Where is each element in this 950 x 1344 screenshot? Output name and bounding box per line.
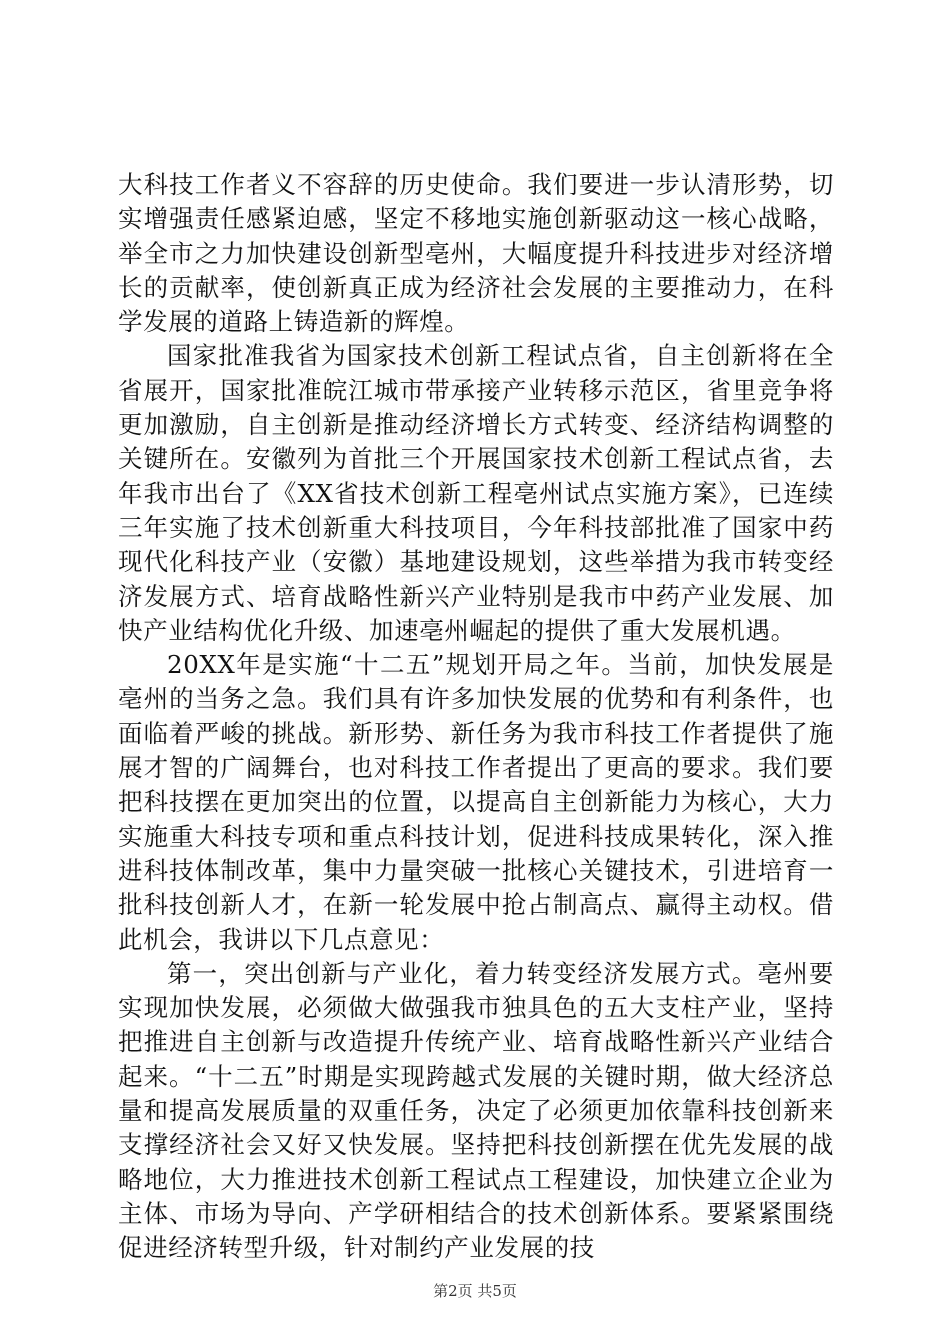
page-number-footer: 第2页 共5页 xyxy=(433,1282,517,1300)
paragraph-five-year-plan: 20XX年是实施“十二五”规划开局之年。当前，加快发展是亳州的当务之急。我们具有许多加快发展的优势和有利条件，也面临着严峻的挑战。新形势、新任务为我市科技工作者提供了施展才智的广阔舞台，也对科技工作者提出了更高的要求。我们要把科技摆在更加突出的位置，以提高自主创新能力为核心，大力实施重大科技专项和重点科技计划，促进科技成果转化，深入推进科技体制改革，集中力量突破一批核心关键技术，引进培育一批科技创新人才，在新一轮发展中抢占制高点、赢得主动权。借此机会，我讲以下几点意见： xyxy=(118,650,834,954)
paragraph-first-point: 第一，突出创新与产业化，着力转变经济发展方式。亳州要实现加快发展，必须做大做强我市独具色的五大支柱产业，坚持把推进自主创新与改造提升传统产业、培育战略性新兴产业结合起来。“十二五”时期是实现跨越式发展的关键时期，做大经济总量和提高发展质量的双重任务，决定了必须更加依靠科技创新来支撑经济社会又好又快发展。坚持把科技创新摆在优先发展的战略地位，大力推进技术创新工程试点工程建设，加快建立企业为主体、市场为导向、产学研相结合的技术创新体系。要紧紧围绕促进经济转型升级，针对制约产业发展的技 xyxy=(118,958,834,1263)
paragraph-innovation-pilot: 国家批准我省为国家技术创新工程试点省，自主创新将在全省展开，国家批准皖江城市带承接产业转移示范区，省里竞争将更加激励，自主创新是推动经济增长方式转变、经济结构调整的关键所在。安徽列为首批三个开展国家技术创新工程试点省，去年我市出台了《XX省技术创新工程亳州试点实施方案》，已连续三年实施了技术创新重大科技项目，今年科技部批准了国家中药现代化科技产业（安徽）基地建设规划，这些举措为我市转变经济发展方式、培育战略性新兴产业特别是我市中药产业发展、加快产业结构优化升级、加速亳州崛起的提供了重大发展机遇。 xyxy=(118,341,834,645)
paragraph-continued: 大科技工作者义不容辞的历史使命。我们要进一步认清形势，切实增强责任感紧迫感，坚定不移地实施创新驱动这一核心战略，举全市之力加快建设创新型亳州，大幅度提升科技进步对经济增长的贡献率，使创新真正成为经济社会发展的主要推动力，在科学发展的道路上铸造新的辉煌。 xyxy=(118,170,834,337)
document-body xyxy=(118,168,834,1266)
